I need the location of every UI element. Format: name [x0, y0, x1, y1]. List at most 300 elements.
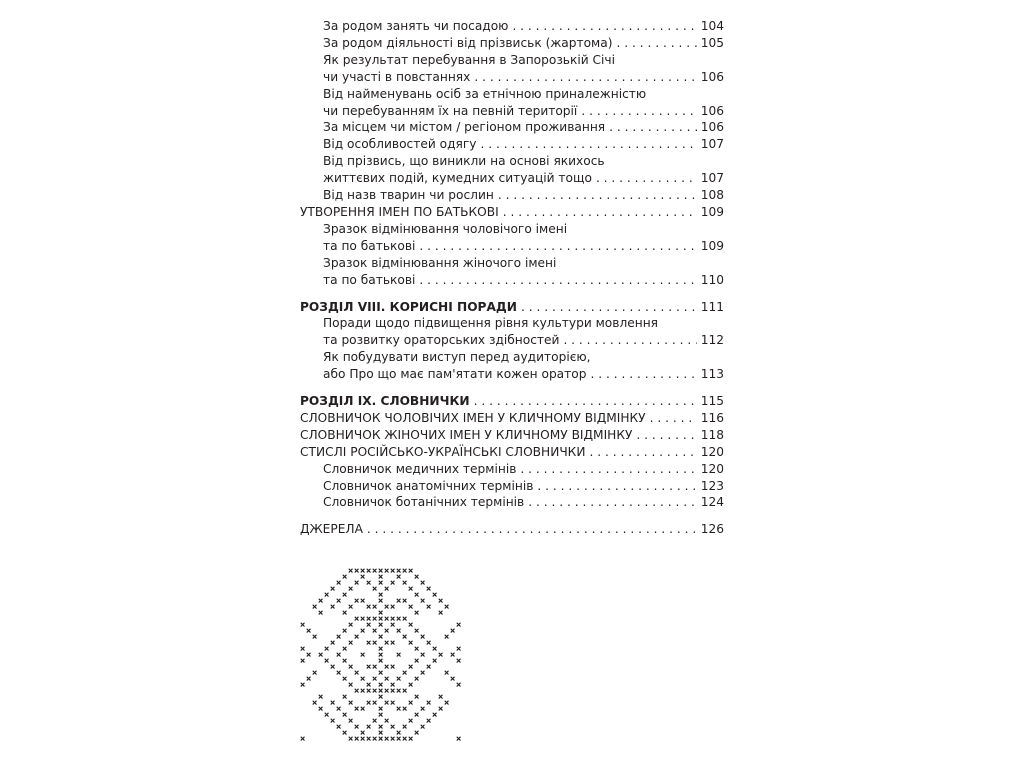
stitch-mark — [319, 695, 323, 699]
leader-dots — [537, 478, 696, 495]
stitch-mark — [379, 593, 383, 597]
stitch-mark — [379, 599, 383, 603]
stitch-mark — [379, 617, 383, 621]
stitch-mark — [367, 617, 371, 621]
stitch-mark — [409, 719, 413, 723]
stitch-mark — [403, 737, 407, 741]
stitch-mark — [391, 605, 395, 609]
stitch-mark — [403, 725, 407, 729]
stitch-mark — [373, 587, 377, 591]
toc-page-number: 124 — [700, 495, 724, 510]
toc-page-number: 120 — [700, 444, 724, 459]
toc-chapter-entry[interactable] — [300, 393, 724, 410]
stitch-mark — [391, 683, 395, 687]
stitch-mark — [445, 635, 449, 639]
stitch-mark — [415, 611, 419, 615]
toc-entry-title-line2: чи участі в повстаннях — [323, 69, 471, 84]
leader-dots — [520, 461, 696, 478]
stitch-mark — [439, 599, 443, 603]
stitch-mark — [373, 677, 377, 681]
stitch-mark — [433, 713, 437, 717]
stitch-mark — [337, 581, 341, 585]
stitch-mark — [403, 689, 407, 693]
toc-entry[interactable] — [300, 461, 724, 478]
stitch-mark — [325, 593, 329, 597]
stitch-mark — [445, 671, 449, 675]
stitch-mark — [331, 641, 335, 645]
stitch-mark — [349, 587, 353, 591]
stitch-mark — [379, 611, 383, 615]
stitch-mark — [367, 737, 371, 741]
stitch-mark — [301, 623, 305, 627]
stitch-mark — [349, 641, 353, 645]
stitch-mark — [343, 629, 347, 633]
leader-dots — [650, 410, 697, 427]
toc-page-number: 105 — [700, 35, 724, 50]
stitch-mark — [379, 713, 383, 717]
leader-dots — [596, 170, 697, 187]
stitch-mark — [301, 647, 305, 651]
stitch-mark — [349, 605, 353, 609]
toc-page-number: 126 — [700, 522, 724, 537]
stitch-mark — [421, 635, 425, 639]
stitch-mark — [301, 659, 305, 663]
leader-dots — [581, 103, 696, 120]
leader-dots — [367, 521, 697, 538]
toc-page-number: 104 — [700, 19, 724, 33]
spacer — [300, 383, 724, 393]
stitch-mark — [451, 629, 455, 633]
stitch-mark — [379, 569, 383, 573]
toc-entry[interactable] — [300, 35, 724, 52]
stitch-mark — [439, 611, 443, 615]
toc-entry[interactable] — [300, 136, 724, 153]
stitch-mark — [433, 659, 437, 663]
stitch-mark — [415, 713, 419, 717]
stitch-mark — [409, 623, 413, 627]
leader-dots — [528, 494, 696, 511]
stitch-mark — [391, 689, 395, 693]
stitch-mark — [349, 701, 353, 705]
stitch-mark — [421, 671, 425, 675]
toc-page-number: 113 — [700, 367, 724, 382]
stitch-mark — [415, 629, 419, 633]
toc-entry-title: ДЖЕРЕЛА — [300, 522, 363, 537]
toc-entry-title-line2: та по батькові — [323, 272, 416, 287]
stitch-mark — [367, 683, 371, 687]
toc-page-number: 118 — [700, 427, 724, 442]
stitch-mark — [415, 695, 419, 699]
stitch-mark — [349, 737, 353, 741]
stitch-mark — [349, 665, 353, 669]
stitch-mark — [379, 689, 383, 693]
toc-entry-title: Словничок медичних термінів — [323, 461, 517, 476]
toc-entry-title: СЛОВНИЧОК ЖІНОЧИХ ІМЕН У КЛИЧНОМУ ВІДМІНКУ — [300, 427, 633, 442]
stitch-mark — [379, 737, 383, 741]
toc-section-entry[interactable] — [300, 410, 724, 427]
leader-dots — [419, 272, 696, 289]
toc-entry-title-line1: Як побудувати виступ перед аудиторією, — [323, 350, 591, 365]
stitch-mark — [349, 683, 353, 687]
stitch-mark — [319, 611, 323, 615]
toc-page-number: 112 — [700, 333, 724, 348]
stitch-mark — [367, 665, 371, 669]
stitch-mark — [397, 653, 401, 657]
stitch-mark — [397, 731, 401, 735]
toc-entry-title: СТИСЛІ РОСІЙСЬКО-УКРАЇНСЬКІ СЛОВНИЧКИ — [300, 444, 586, 459]
stitch-mark — [457, 737, 461, 741]
stitch-mark — [397, 707, 401, 711]
stitch-mark — [355, 671, 359, 675]
toc-page-number: 115 — [700, 394, 724, 409]
stitch-mark — [397, 569, 401, 573]
stitch-mark — [421, 725, 425, 729]
stitch-mark — [433, 593, 437, 597]
stitch-mark — [421, 707, 425, 711]
stitch-mark — [403, 671, 407, 675]
stitch-mark — [397, 575, 401, 579]
stitch-mark — [403, 581, 407, 585]
toc-entry[interactable] — [300, 153, 724, 187]
stitch-mark — [343, 677, 347, 681]
stitch-mark — [301, 737, 305, 741]
toc-section-entry[interactable] — [300, 444, 724, 461]
stitch-mark — [343, 611, 347, 615]
stitch-mark — [391, 623, 395, 627]
stitch-mark — [409, 737, 413, 741]
stitch-mark — [457, 623, 461, 627]
stitch-mark — [385, 665, 389, 669]
stitch-mark — [367, 569, 371, 573]
leader-dots — [636, 427, 696, 444]
stitch-mark — [427, 587, 431, 591]
stitch-mark — [385, 605, 389, 609]
stitch-mark — [343, 575, 347, 579]
stitch-mark — [403, 707, 407, 711]
stitch-mark — [421, 599, 425, 603]
toc-entry-title: СЛОВНИЧОК ЧОЛОВІЧИХ ІМЕН У КЛИЧНОМУ ВІДМІНКУ — [300, 410, 646, 425]
stitch-mark — [325, 647, 329, 651]
toc-chapter-title: РОЗДІЛ IX. СЛОВНИЧКИ — [300, 394, 470, 409]
stitch-mark — [337, 707, 341, 711]
stitch-mark — [427, 665, 431, 669]
stitch-mark — [385, 701, 389, 705]
stitch-mark — [409, 569, 413, 573]
stitch-mark — [313, 605, 317, 609]
toc-entry-title: За місцем чи містом / регіоном проживання — [323, 120, 606, 135]
toc-entry-title: Від назв тварин чи рослин — [323, 188, 494, 203]
stitch-mark — [409, 701, 413, 705]
stitch-mark — [379, 683, 383, 687]
stitch-mark — [373, 737, 377, 741]
stitch-mark — [451, 653, 455, 657]
stitch-mark — [385, 617, 389, 621]
stitch-mark — [367, 701, 371, 705]
stitch-mark — [361, 575, 365, 579]
stitch-mark — [391, 737, 395, 741]
toc-page-number: 107 — [700, 137, 724, 152]
stitch-mark — [337, 725, 341, 729]
stitch-mark — [379, 695, 383, 699]
stitch-mark — [415, 731, 419, 735]
stitch-mark — [409, 587, 413, 591]
stitch-mark — [313, 635, 317, 639]
stitch-mark — [313, 701, 317, 705]
stitch-mark — [367, 641, 371, 645]
toc-entry-title-line2: та розвитку ораторських здібностей — [323, 333, 560, 348]
stitch-mark — [343, 731, 347, 735]
toc-entry-title-line2: чи перебуванням їх на певній території — [323, 103, 578, 118]
stitch-mark — [373, 641, 377, 645]
stitch-mark — [349, 569, 353, 573]
toc-entry[interactable] — [300, 187, 724, 204]
stitch-mark — [355, 635, 359, 639]
leader-dots — [609, 119, 697, 136]
stitch-mark — [361, 599, 365, 603]
stitch-mark — [307, 629, 311, 633]
stitch-mark — [379, 671, 383, 675]
toc-entry[interactable] — [300, 494, 724, 511]
stitch-mark — [361, 731, 365, 735]
stitch-mark — [331, 665, 335, 669]
stitch-mark — [367, 689, 371, 693]
stitch-mark — [367, 725, 371, 729]
stitch-mark — [421, 653, 425, 657]
stitch-mark — [397, 629, 401, 633]
stitch-mark — [319, 653, 323, 657]
toc-entry[interactable] — [300, 349, 724, 383]
leader-dots — [419, 238, 696, 255]
stitch-mark — [331, 719, 335, 723]
toc-entry[interactable] — [300, 86, 724, 120]
toc-page-number: 106 — [700, 103, 724, 118]
leader-dots — [474, 393, 697, 410]
toc-entry[interactable] — [300, 18, 724, 35]
stitch-mark — [391, 641, 395, 645]
stitch-mark — [391, 569, 395, 573]
stitch-mark — [457, 647, 461, 651]
stitch-mark — [331, 587, 335, 591]
toc-page-number: 111 — [700, 299, 724, 314]
stitch-mark — [343, 695, 347, 699]
table-of-contents — [300, 18, 724, 538]
stitch-mark — [373, 665, 377, 669]
toc-entry-title: За родом занять чи посадою — [323, 19, 509, 33]
stitch-mark — [307, 653, 311, 657]
stitch-mark — [319, 599, 323, 603]
toc-entry-title-line1: Від найменувань осіб за етнічною приналежністю — [323, 86, 647, 101]
stitch-mark — [343, 713, 347, 717]
stitch-mark — [385, 569, 389, 573]
stitch-mark — [427, 719, 431, 723]
stitch-mark — [427, 641, 431, 645]
stitch-mark — [457, 683, 461, 687]
toc-entry[interactable] — [300, 119, 724, 136]
stitch-mark — [391, 665, 395, 669]
stitch-mark — [385, 719, 389, 723]
stitch-mark — [409, 641, 413, 645]
stitch-mark — [349, 719, 353, 723]
stitch-mark — [397, 617, 401, 621]
stitch-mark — [379, 635, 383, 639]
leader-dots — [590, 366, 696, 383]
stitch-mark — [349, 623, 353, 627]
toc-entry-title-line2: та по батькові — [323, 238, 416, 253]
leader-dots — [480, 136, 696, 153]
stitch-mark — [319, 707, 323, 711]
stitch-mark — [379, 653, 383, 657]
toc-page-number: 109 — [700, 238, 724, 253]
stitch-mark — [379, 623, 383, 627]
stitch-mark — [403, 635, 407, 639]
toc-page-number: 110 — [700, 272, 724, 287]
stitch-mark — [367, 581, 371, 585]
toc-page-number: 107 — [700, 171, 724, 186]
stitch-mark — [361, 653, 365, 657]
stitch-mark — [331, 701, 335, 705]
leader-dots — [589, 444, 696, 461]
toc-page-number: 116 — [700, 410, 724, 425]
leader-dots — [616, 35, 696, 52]
toc-section-entry[interactable] — [300, 204, 724, 221]
stitch-mark — [343, 659, 347, 663]
stitch-mark — [373, 629, 377, 633]
toc-entry[interactable] — [300, 255, 724, 289]
leader-dots — [521, 299, 697, 316]
toc-entry-title-line1: Поради щодо підвищення рівня культури мовлення — [323, 316, 659, 331]
stitch-mark — [355, 725, 359, 729]
toc-entry-title: За родом діяльності від прізвиськ (жартома) — [323, 35, 613, 50]
stitch-mark — [373, 569, 377, 573]
stitch-mark — [385, 587, 389, 591]
spacer — [300, 511, 724, 521]
stitch-mark — [439, 653, 443, 657]
toc-chapter-title: РОЗДІЛ VIII. КОРИСНІ ПОРАДИ — [300, 299, 517, 314]
toc-entry-title-line1: Зразок відмінювання жіночого імені — [323, 255, 557, 270]
stitch-mark — [403, 617, 407, 621]
stitch-mark — [337, 653, 341, 657]
stitch-mark — [325, 659, 329, 663]
stitch-mark — [409, 665, 413, 669]
stitch-mark — [415, 659, 419, 663]
stitch-mark — [451, 677, 455, 681]
stitch-mark — [391, 581, 395, 585]
toc-page-number: 108 — [700, 188, 724, 203]
stitch-mark — [379, 725, 383, 729]
toc-entry-title-line1: Від прізвись, що виникли на основі якихось — [323, 154, 605, 169]
stitch-mark — [373, 701, 377, 705]
stitch-mark — [391, 617, 395, 621]
toc-entry[interactable] — [300, 221, 724, 255]
stitch-mark — [379, 731, 383, 735]
stitch-mark — [337, 599, 341, 603]
stitch-mark — [445, 701, 449, 705]
toc-entry-title-line2: або Про що має пам'ятати кожен оратор — [323, 367, 587, 382]
toc-entry[interactable] — [300, 315, 724, 349]
toc-section-entry[interactable] — [300, 427, 724, 444]
toc-page-number: 123 — [700, 478, 724, 493]
stitch-mark — [337, 671, 341, 675]
stitch-mark — [367, 605, 371, 609]
stitch-mark — [367, 623, 371, 627]
stitch-mark — [343, 593, 347, 597]
toc-entry-title-line1: Зразок відмінювання чоловічого імені — [323, 221, 568, 236]
stitch-mark — [373, 689, 377, 693]
stitch-mark — [415, 647, 419, 651]
stitch-mark — [355, 737, 359, 741]
toc-page-number: 120 — [700, 461, 724, 476]
leader-dots — [498, 187, 697, 204]
stitch-mark — [361, 737, 365, 741]
stitch-mark — [373, 617, 377, 621]
toc-page-number: 109 — [700, 204, 724, 219]
leader-dots — [563, 332, 696, 349]
stitch-mark — [385, 629, 389, 633]
stitch-mark — [439, 707, 443, 711]
leader-dots — [512, 18, 696, 35]
toc-page-number: 106 — [700, 69, 724, 84]
stitch-mark — [427, 701, 431, 705]
stitch-mark — [361, 677, 365, 681]
stitch-mark — [355, 617, 359, 621]
toc-entry-title-line2: життєвих подій, кумедних ситуацій тощо — [323, 171, 592, 186]
stitch-mark — [361, 689, 365, 693]
spacer — [300, 289, 724, 299]
stitch-mark — [397, 689, 401, 693]
leader-dots — [503, 204, 697, 221]
toc-page-number: 106 — [700, 120, 724, 135]
stitch-mark — [379, 659, 383, 663]
stitch-mark — [301, 683, 305, 687]
stitch-mark — [361, 569, 365, 573]
stitch-mark — [385, 689, 389, 693]
stitch-mark — [379, 575, 383, 579]
stitch-mark — [385, 677, 389, 681]
toc-section-entry[interactable] — [300, 521, 724, 538]
stitch-mark — [307, 677, 311, 681]
stitch-mark — [391, 725, 395, 729]
toc-entry-title: Від особливостей одягу — [323, 137, 477, 152]
stitch-mark — [343, 647, 347, 651]
stitch-mark — [313, 671, 317, 675]
toc-entry-title: Словничок ботанічних термінів — [323, 495, 525, 510]
stitch-mark — [439, 695, 443, 699]
stitch-mark — [409, 683, 413, 687]
stitch-mark — [397, 677, 401, 681]
toc-entry-title: Словничок анатомічних термінів — [323, 478, 534, 493]
stitch-mark — [397, 599, 401, 603]
stitch-mark — [409, 605, 413, 609]
stitch-mark — [385, 641, 389, 645]
stitch-mark — [391, 701, 395, 705]
cross-stitch-ornament-icon — [300, 568, 462, 744]
stitch-mark — [361, 617, 365, 621]
toc-chapter-entry[interactable] — [300, 299, 724, 316]
stitch-mark — [373, 605, 377, 609]
stitch-mark — [355, 581, 359, 585]
stitch-mark — [415, 677, 419, 681]
stitch-mark — [373, 719, 377, 723]
stitch-mark — [457, 659, 461, 663]
toc-entry[interactable] — [300, 52, 724, 86]
stitch-mark — [415, 575, 419, 579]
toc-entry-title-line1: Як результат перебування в Запорозькій Січі — [323, 52, 616, 67]
toc-entry[interactable] — [300, 478, 724, 495]
stitch-mark — [385, 737, 389, 741]
stitch-mark — [355, 689, 359, 693]
stitch-mark — [355, 599, 359, 603]
stitch-mark — [337, 635, 341, 639]
